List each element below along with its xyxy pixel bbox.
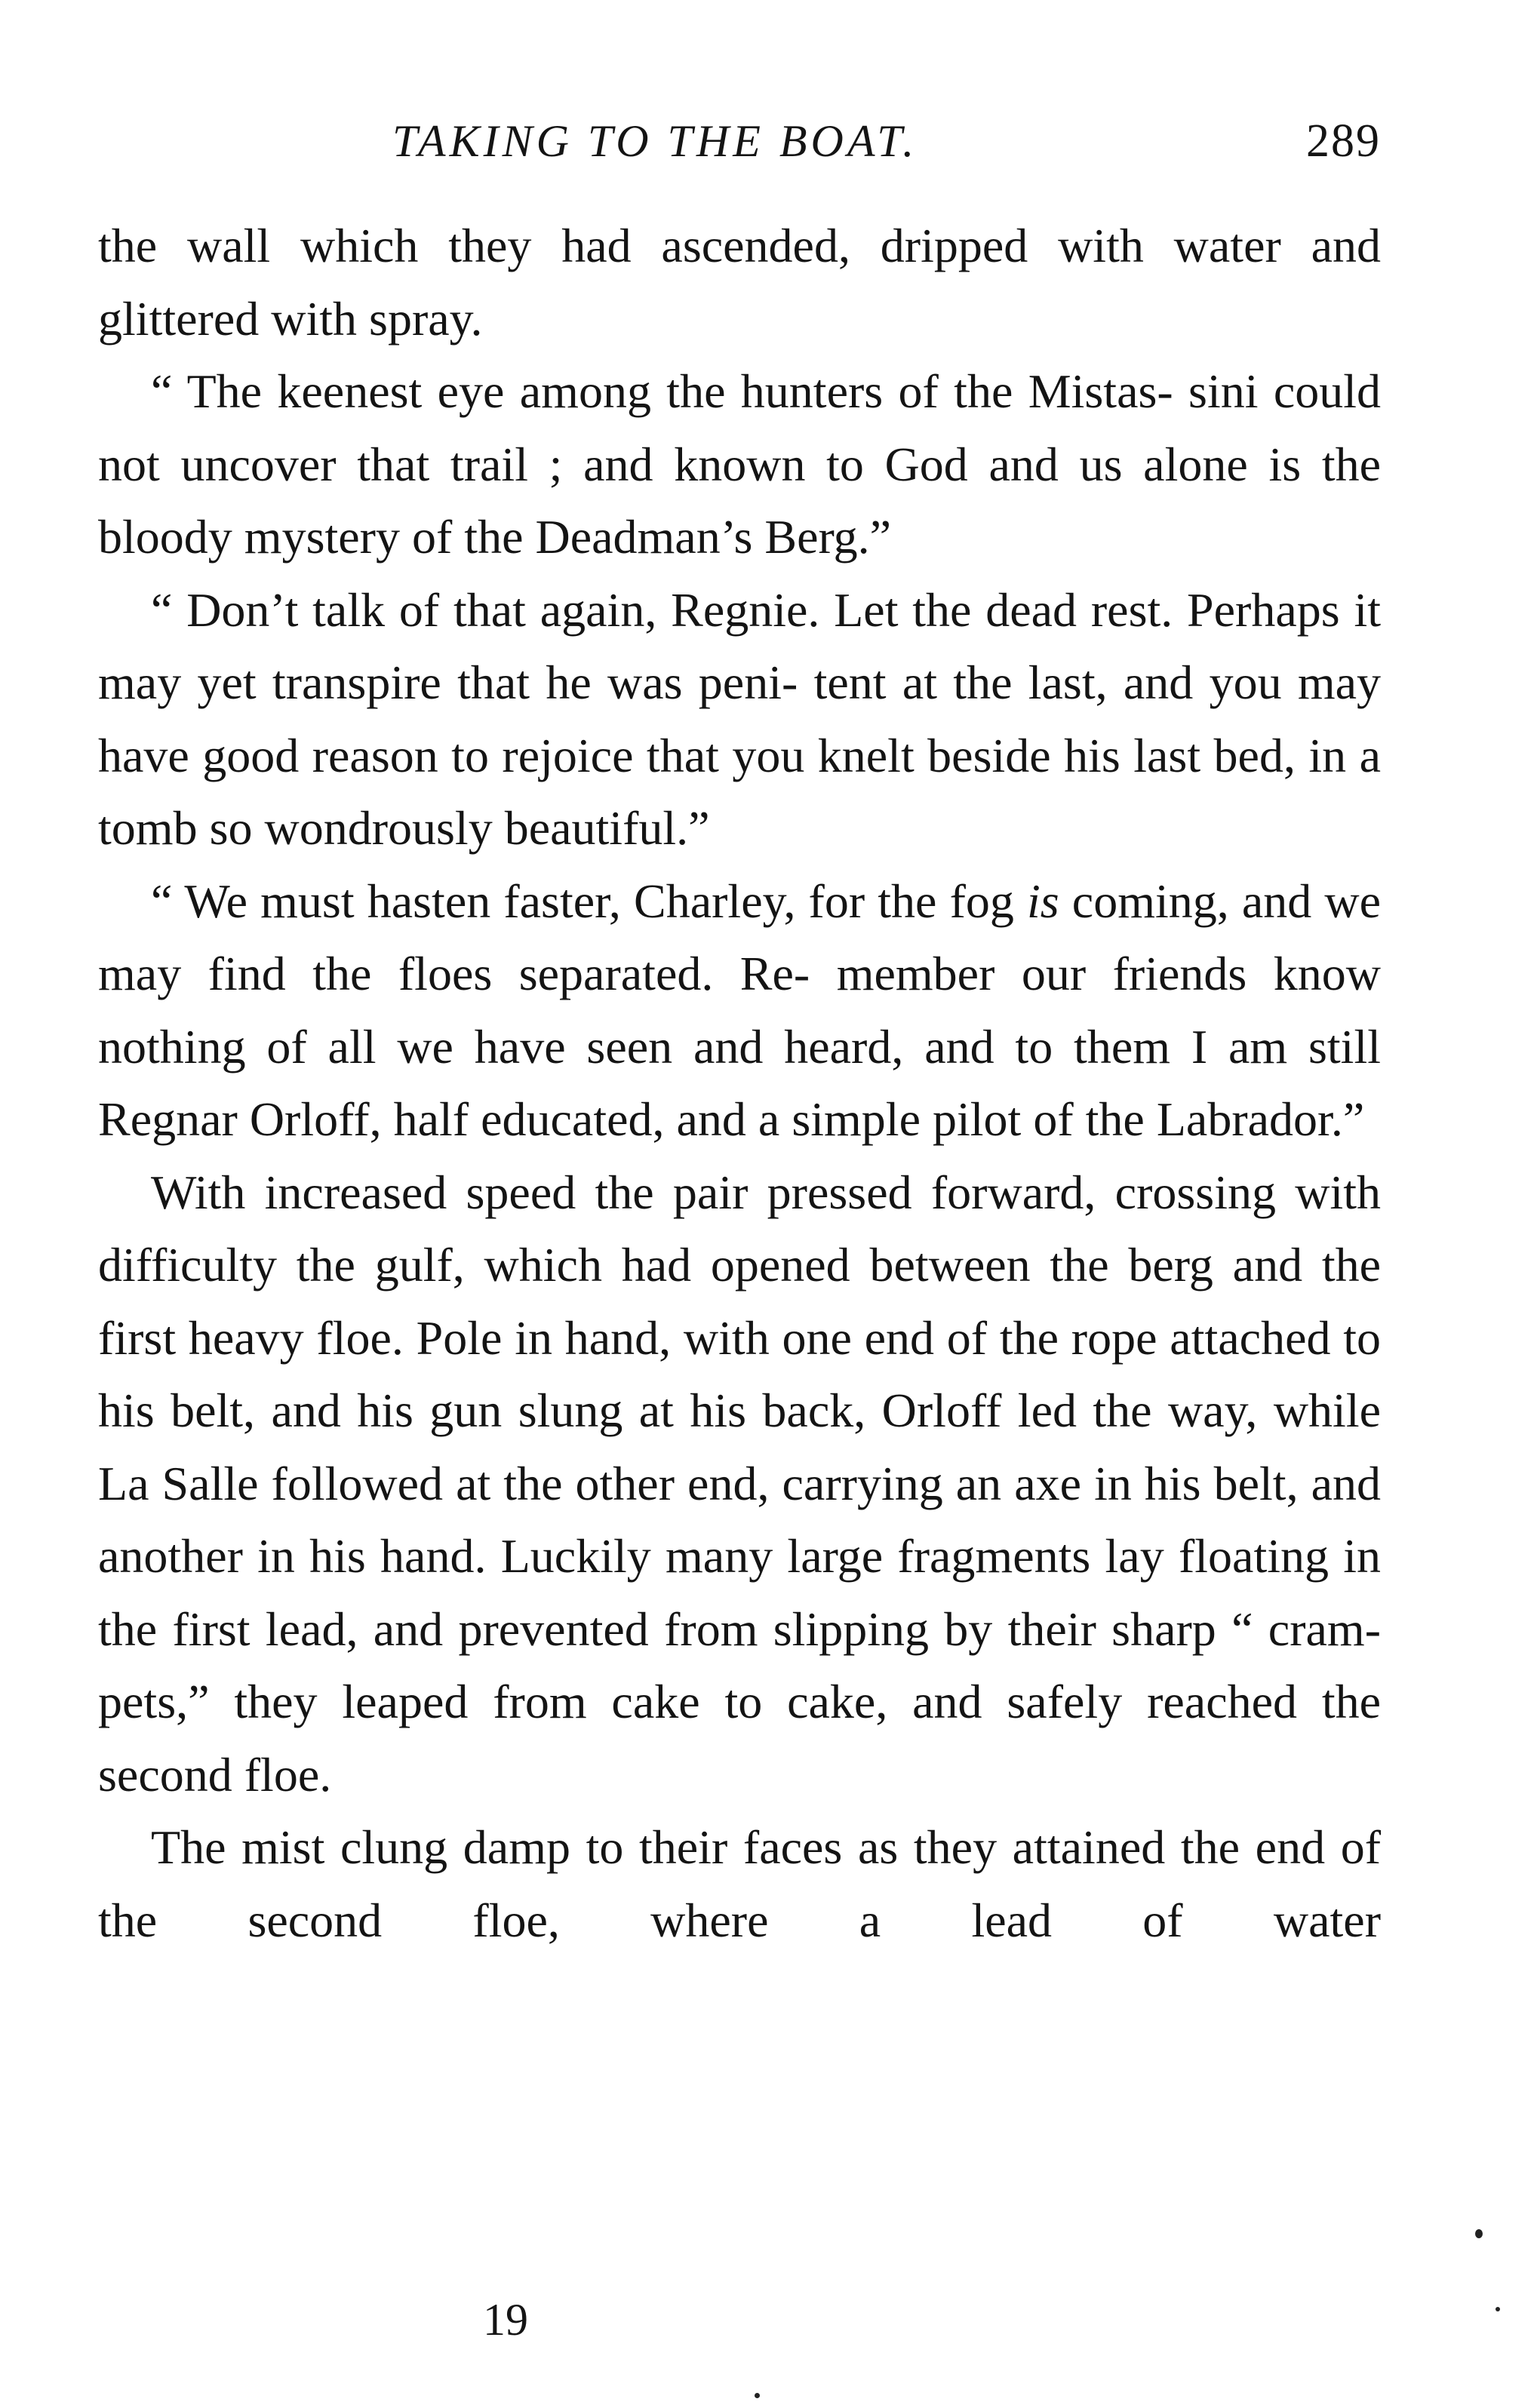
text-line: the wall which they had ascended, dripped with water (98, 219, 1281, 272)
paragraph-2 (98, 355, 1381, 574)
text-line: “ Don’t talk of that again, Regnie. Let the dead (151, 582, 1077, 637)
text-line: educated, and a simple pilot of the Labrador.” (481, 1092, 1365, 1146)
text-line: With increased speed the pair pressed forward, (151, 1165, 1096, 1219)
text-line: rest. Perhaps it may yet transpire that he was peni- (98, 582, 1382, 709)
text-line: and prevented from slipping by their sharp “ cram- (373, 1602, 1382, 1656)
text-line: and glittered with spray. (98, 219, 1382, 346)
text-line: member our friends know nothing of all we have seen (98, 947, 1382, 1073)
paragraph-4 (98, 865, 1381, 1156)
ink-speck (755, 2393, 760, 2398)
ink-speck (1475, 2229, 1483, 2238)
paragraph-5 (98, 1156, 1381, 1812)
paragraph-3 (98, 574, 1381, 865)
emphasis: is (1027, 874, 1059, 928)
text-line: so wondrously beautiful.” (209, 801, 710, 855)
text-line: tent at the last, and you may have good reason to (98, 656, 1382, 782)
text-line: reached the second floe. (98, 1675, 1382, 1801)
ink-speck (1496, 2307, 1500, 2311)
text-line: hand, with one end of the rope attached to his belt, (98, 1310, 1382, 1437)
paragraph-1 (98, 210, 1381, 355)
signature-mark: 19 (483, 2295, 528, 2345)
text-line: many large fragments lay floating in the first lead, (98, 1529, 1382, 1656)
text-line: The mist clung damp to their faces as they attained (151, 1820, 1166, 1874)
text-line: rejoice that you knelt beside his last bed, in a tomb (98, 728, 1381, 855)
paragraph-6 (98, 1811, 1381, 1957)
text-line: “ We must hasten faster, Charley, for the fog is (151, 874, 1059, 928)
body-text (98, 210, 1381, 1957)
text-line: sini could not uncover that trail ; and known to God (98, 364, 1382, 491)
text-line: and us alone is the bloody mystery of the Deadman’s (98, 437, 1382, 564)
text-line: the end of the second floe, where a lead of water (98, 1820, 1382, 1947)
text-line: axe in his belt, and another in his hand. Luckily (98, 1456, 1382, 1583)
text-line: crossing with difficulty the gulf, which had opened (98, 1165, 1382, 1292)
text-line: and his gun slung at his back, Orloff led the way, (271, 1384, 1258, 1437)
text-line: Berg.” (764, 510, 892, 564)
text-line: between the berg and the first heavy floe. Pole in (98, 1238, 1382, 1365)
page-number: 289 (1306, 115, 1381, 167)
text-line: pets,” they leaped from cake to cake, and safely (98, 1675, 1123, 1728)
running-head (98, 107, 1381, 175)
text-line: “ The keenest eye among the hunters of the Mistas- (151, 364, 1173, 418)
text-line: coming, and we may find the floes separated. Re- (98, 874, 1382, 1000)
text-line: while La Salle followed at the other end, carrying an (98, 1384, 1382, 1510)
text-line: and heard, and to them I am still Regnar Orloff, half (98, 1019, 1382, 1146)
running-title: TAKING TO THE BOAT. (392, 116, 918, 166)
